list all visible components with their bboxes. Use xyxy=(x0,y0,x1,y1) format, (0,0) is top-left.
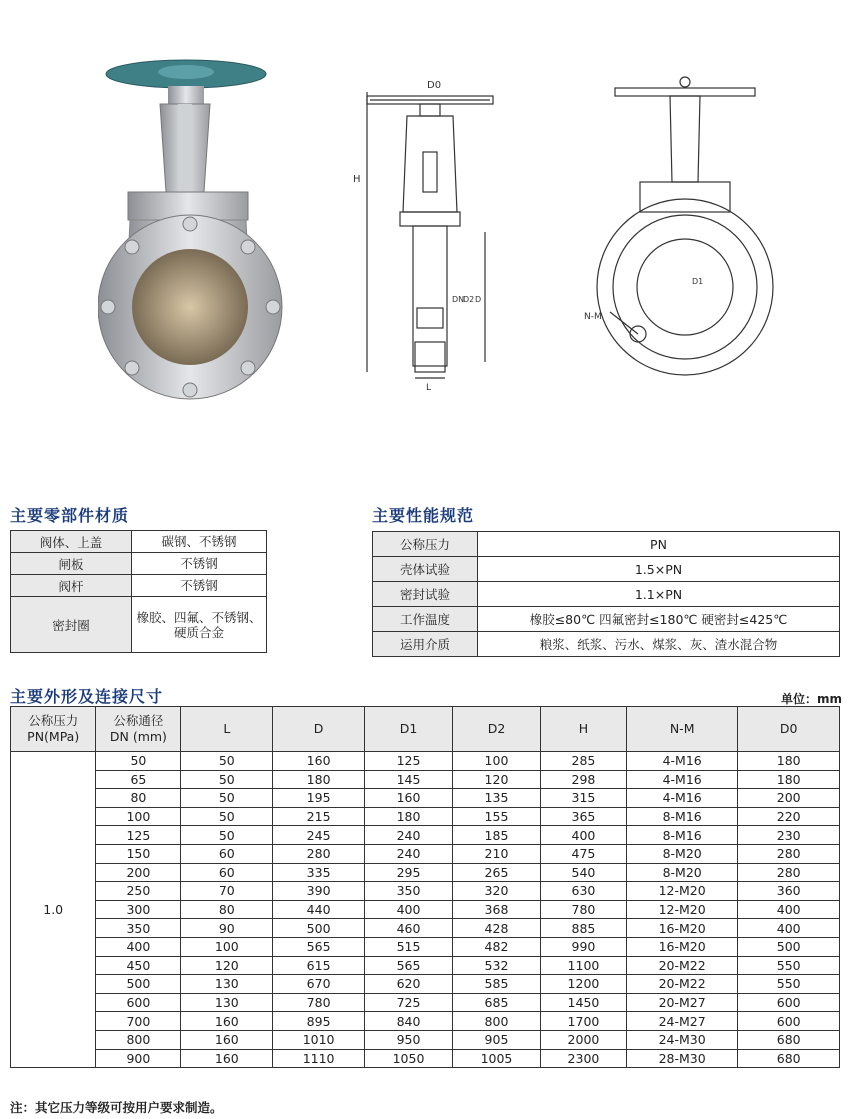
table-cell: 320 xyxy=(453,882,541,901)
table-cell: 532 xyxy=(453,956,541,975)
table-cell: 670 xyxy=(273,975,365,994)
table-cell: 160 xyxy=(181,1049,273,1068)
table-cell: 230 xyxy=(738,826,840,845)
table-cell: 195 xyxy=(273,789,365,808)
spec-value: 1.1×PN xyxy=(478,582,840,607)
table-cell: 620 xyxy=(365,975,453,994)
spec-value: 1.5×PN xyxy=(478,557,840,582)
label-d2: D2 xyxy=(463,295,475,304)
table-cell: 540 xyxy=(540,863,626,882)
table-cell: 400 xyxy=(96,937,181,956)
table-cell: 600 xyxy=(96,993,181,1012)
table-cell: 1110 xyxy=(273,1049,365,1068)
spec-item: 运用介质 xyxy=(373,632,478,657)
table-cell: 780 xyxy=(540,900,626,919)
table-cell: 685 xyxy=(453,993,541,1012)
part-name: 阀杆 xyxy=(11,575,132,597)
label-d: D xyxy=(475,295,482,304)
column-header: L xyxy=(181,707,273,752)
table-cell: 295 xyxy=(365,863,453,882)
table-cell: 220 xyxy=(738,807,840,826)
table-cell: 780 xyxy=(273,993,365,1012)
column-header: D1 xyxy=(365,707,453,752)
table-cell: 100 xyxy=(453,752,541,771)
dimensions-title: 主要外形及连接尺寸 xyxy=(10,687,164,706)
materials-title: 主要零部件材质 xyxy=(10,506,130,525)
table-cell: 500 xyxy=(738,937,840,956)
table-cell: 400 xyxy=(540,826,626,845)
table-cell: 20-M22 xyxy=(626,956,737,975)
table-row xyxy=(11,1012,840,1031)
table-cell: 130 xyxy=(181,993,273,1012)
table-cell: 215 xyxy=(273,807,365,826)
table-cell: 250 xyxy=(96,882,181,901)
table-row xyxy=(11,975,840,994)
table-cell: 185 xyxy=(453,826,541,845)
table-cell: 50 xyxy=(181,826,273,845)
table-cell: 210 xyxy=(453,844,541,863)
table-cell: 885 xyxy=(540,919,626,938)
table-cell: 1450 xyxy=(540,993,626,1012)
table-cell: 1100 xyxy=(540,956,626,975)
column-header: D2 xyxy=(453,707,541,752)
unit-label: 单位：mm xyxy=(780,692,842,706)
table-cell: 8-M20 xyxy=(626,863,737,882)
table-cell: 20-M27 xyxy=(626,993,737,1012)
footnote: 注：其它压力等级可按用户要求制造。 xyxy=(10,1100,223,1115)
column-header: N-M xyxy=(626,707,737,752)
table-cell: 600 xyxy=(738,993,840,1012)
table-cell: 160 xyxy=(181,1012,273,1031)
pressure-cell: 1.0 xyxy=(11,752,96,1068)
label-l: L xyxy=(426,383,432,392)
table-cell: 150 xyxy=(96,844,181,863)
table-cell: 50 xyxy=(181,752,273,771)
table-cell: 60 xyxy=(181,844,273,863)
column-header: D0 xyxy=(738,707,840,752)
table-cell: 840 xyxy=(365,1012,453,1031)
table-cell: 482 xyxy=(453,937,541,956)
table-cell: 16-M20 xyxy=(626,919,737,938)
table-row xyxy=(11,1049,840,1068)
materials-table xyxy=(10,530,267,653)
table-cell: 905 xyxy=(453,1030,541,1049)
table-row xyxy=(11,844,840,863)
table-cell: 120 xyxy=(181,956,273,975)
part-material: 橡胶、四氟、不锈钢、硬质合金 xyxy=(132,597,267,653)
label-d0: D0 xyxy=(427,80,442,91)
table-cell: 950 xyxy=(365,1030,453,1049)
table-cell: 245 xyxy=(273,826,365,845)
table-cell: 350 xyxy=(96,919,181,938)
table-cell: 50 xyxy=(96,752,181,771)
table-cell: 20-M22 xyxy=(626,975,737,994)
table-cell: 300 xyxy=(96,900,181,919)
table-row xyxy=(11,770,840,789)
table-cell: 100 xyxy=(96,807,181,826)
table-row xyxy=(11,863,840,882)
part-name: 阀体、上盖 xyxy=(11,531,132,553)
table-cell: 360 xyxy=(738,882,840,901)
table-cell: 50 xyxy=(181,807,273,826)
table-cell: 1200 xyxy=(540,975,626,994)
table-cell: 8-M16 xyxy=(626,807,737,826)
table-cell: 515 xyxy=(365,937,453,956)
spec-value: 橡胶≤80℃ 四氟密封≤180℃ 硬密封≤425℃ xyxy=(478,607,840,632)
table-cell: 70 xyxy=(181,882,273,901)
table-cell: 160 xyxy=(181,1030,273,1049)
side-view-drawing xyxy=(345,72,515,392)
table-cell: 200 xyxy=(738,789,840,808)
table-row xyxy=(11,937,840,956)
table-cell: 8-M20 xyxy=(626,844,737,863)
table-cell: 680 xyxy=(738,1049,840,1068)
table-cell: 4-M16 xyxy=(626,789,737,808)
front-view-drawing xyxy=(580,72,780,382)
table-cell: 350 xyxy=(365,882,453,901)
table-cell: 550 xyxy=(738,975,840,994)
table-cell: 1700 xyxy=(540,1012,626,1031)
table-cell: 280 xyxy=(738,863,840,882)
table-cell: 600 xyxy=(738,1012,840,1031)
table-cell: 4-M16 xyxy=(626,770,737,789)
table-cell: 615 xyxy=(273,956,365,975)
table-cell: 90 xyxy=(181,919,273,938)
spec-item: 壳体试验 xyxy=(373,557,478,582)
table-cell: 990 xyxy=(540,937,626,956)
table-cell: 800 xyxy=(96,1030,181,1049)
table-cell: 240 xyxy=(365,844,453,863)
table-cell: 630 xyxy=(540,882,626,901)
table-cell: 135 xyxy=(453,789,541,808)
spec-value: PN xyxy=(478,532,840,557)
table-cell: 400 xyxy=(738,919,840,938)
table-cell: 280 xyxy=(273,844,365,863)
table-cell: 1005 xyxy=(453,1049,541,1068)
table-cell: 24-M27 xyxy=(626,1012,737,1031)
part-material: 碳钢、不锈钢 xyxy=(132,531,267,553)
table-row xyxy=(11,1030,840,1049)
table-cell: 315 xyxy=(540,789,626,808)
table-cell: 80 xyxy=(96,789,181,808)
table-row xyxy=(11,789,840,808)
table-cell: 240 xyxy=(365,826,453,845)
table-cell: 80 xyxy=(181,900,273,919)
table-cell: 565 xyxy=(273,937,365,956)
table-cell: 1010 xyxy=(273,1030,365,1049)
table-cell: 8-M16 xyxy=(626,826,737,845)
table-row xyxy=(11,956,840,975)
spec-item: 工作温度 xyxy=(373,607,478,632)
spec-value: 粮浆、纸浆、污水、煤浆、灰、渣水混合物 xyxy=(478,632,840,657)
table-cell: 12-M20 xyxy=(626,900,737,919)
table-cell: 100 xyxy=(181,937,273,956)
table-cell: 160 xyxy=(365,789,453,808)
table-cell: 800 xyxy=(453,1012,541,1031)
performance-title: 主要性能规范 xyxy=(372,506,475,525)
spec-item: 公称压力 xyxy=(373,532,478,557)
table-cell: 550 xyxy=(738,956,840,975)
column-header: H xyxy=(540,707,626,752)
column-header: D xyxy=(273,707,365,752)
table-row xyxy=(11,826,840,845)
table-cell: 280 xyxy=(738,844,840,863)
table-cell: 2300 xyxy=(540,1049,626,1068)
spec-item: 密封试验 xyxy=(373,582,478,607)
table-cell: 500 xyxy=(273,919,365,938)
table-cell: 180 xyxy=(738,752,840,771)
table-cell: 60 xyxy=(181,863,273,882)
table-cell: 900 xyxy=(96,1049,181,1068)
part-material: 不锈钢 xyxy=(132,553,267,575)
table-cell: 180 xyxy=(738,770,840,789)
table-cell: 500 xyxy=(96,975,181,994)
table-cell: 298 xyxy=(540,770,626,789)
table-cell: 12-M20 xyxy=(626,882,737,901)
table-cell: 265 xyxy=(453,863,541,882)
table-cell: 50 xyxy=(181,789,273,808)
table-row xyxy=(11,807,840,826)
table-cell: 4-M16 xyxy=(626,752,737,771)
table-cell: 24-M30 xyxy=(626,1030,737,1049)
label-h: H xyxy=(353,174,361,185)
table-row xyxy=(11,993,840,1012)
performance-table xyxy=(372,531,840,657)
table-cell: 725 xyxy=(365,993,453,1012)
table-cell: 65 xyxy=(96,770,181,789)
table-row xyxy=(11,752,840,771)
table-cell: 180 xyxy=(273,770,365,789)
table-cell: 285 xyxy=(540,752,626,771)
part-material: 不锈钢 xyxy=(132,575,267,597)
part-name: 闸板 xyxy=(11,553,132,575)
table-cell: 160 xyxy=(273,752,365,771)
dimensions-table xyxy=(10,706,840,1068)
column-header: 公称压力 PN(MPa) xyxy=(11,707,96,752)
table-cell: 335 xyxy=(273,863,365,882)
table-cell: 368 xyxy=(453,900,541,919)
table-row xyxy=(11,882,840,901)
table-cell: 400 xyxy=(738,900,840,919)
table-cell: 450 xyxy=(96,956,181,975)
table-cell: 28-M30 xyxy=(626,1049,737,1068)
table-cell: 585 xyxy=(453,975,541,994)
table-row xyxy=(11,919,840,938)
table-cell: 475 xyxy=(540,844,626,863)
table-cell: 680 xyxy=(738,1030,840,1049)
label-nm: N-M xyxy=(584,312,602,322)
table-cell: 440 xyxy=(273,900,365,919)
table-cell: 460 xyxy=(365,919,453,938)
table-cell: 365 xyxy=(540,807,626,826)
table-cell: 565 xyxy=(365,956,453,975)
table-cell: 390 xyxy=(273,882,365,901)
table-cell: 400 xyxy=(365,900,453,919)
table-cell: 895 xyxy=(273,1012,365,1031)
table-cell: 16-M20 xyxy=(626,937,737,956)
table-cell: 50 xyxy=(181,770,273,789)
column-header: 公称通径 DN (mm) xyxy=(96,707,181,752)
table-cell: 1050 xyxy=(365,1049,453,1068)
table-cell: 180 xyxy=(365,807,453,826)
table-cell: 120 xyxy=(453,770,541,789)
table-cell: 125 xyxy=(96,826,181,845)
label-d1: D1 xyxy=(692,277,704,286)
table-cell: 145 xyxy=(365,770,453,789)
table-cell: 700 xyxy=(96,1012,181,1031)
table-cell: 125 xyxy=(365,752,453,771)
table-cell: 155 xyxy=(453,807,541,826)
label-dn: DN xyxy=(452,295,465,304)
valve-photo xyxy=(98,52,288,407)
part-name: 密封圈 xyxy=(11,597,132,653)
table-cell: 200 xyxy=(96,863,181,882)
table-cell: 2000 xyxy=(540,1030,626,1049)
table-cell: 130 xyxy=(181,975,273,994)
table-cell: 428 xyxy=(453,919,541,938)
table-row xyxy=(11,900,840,919)
